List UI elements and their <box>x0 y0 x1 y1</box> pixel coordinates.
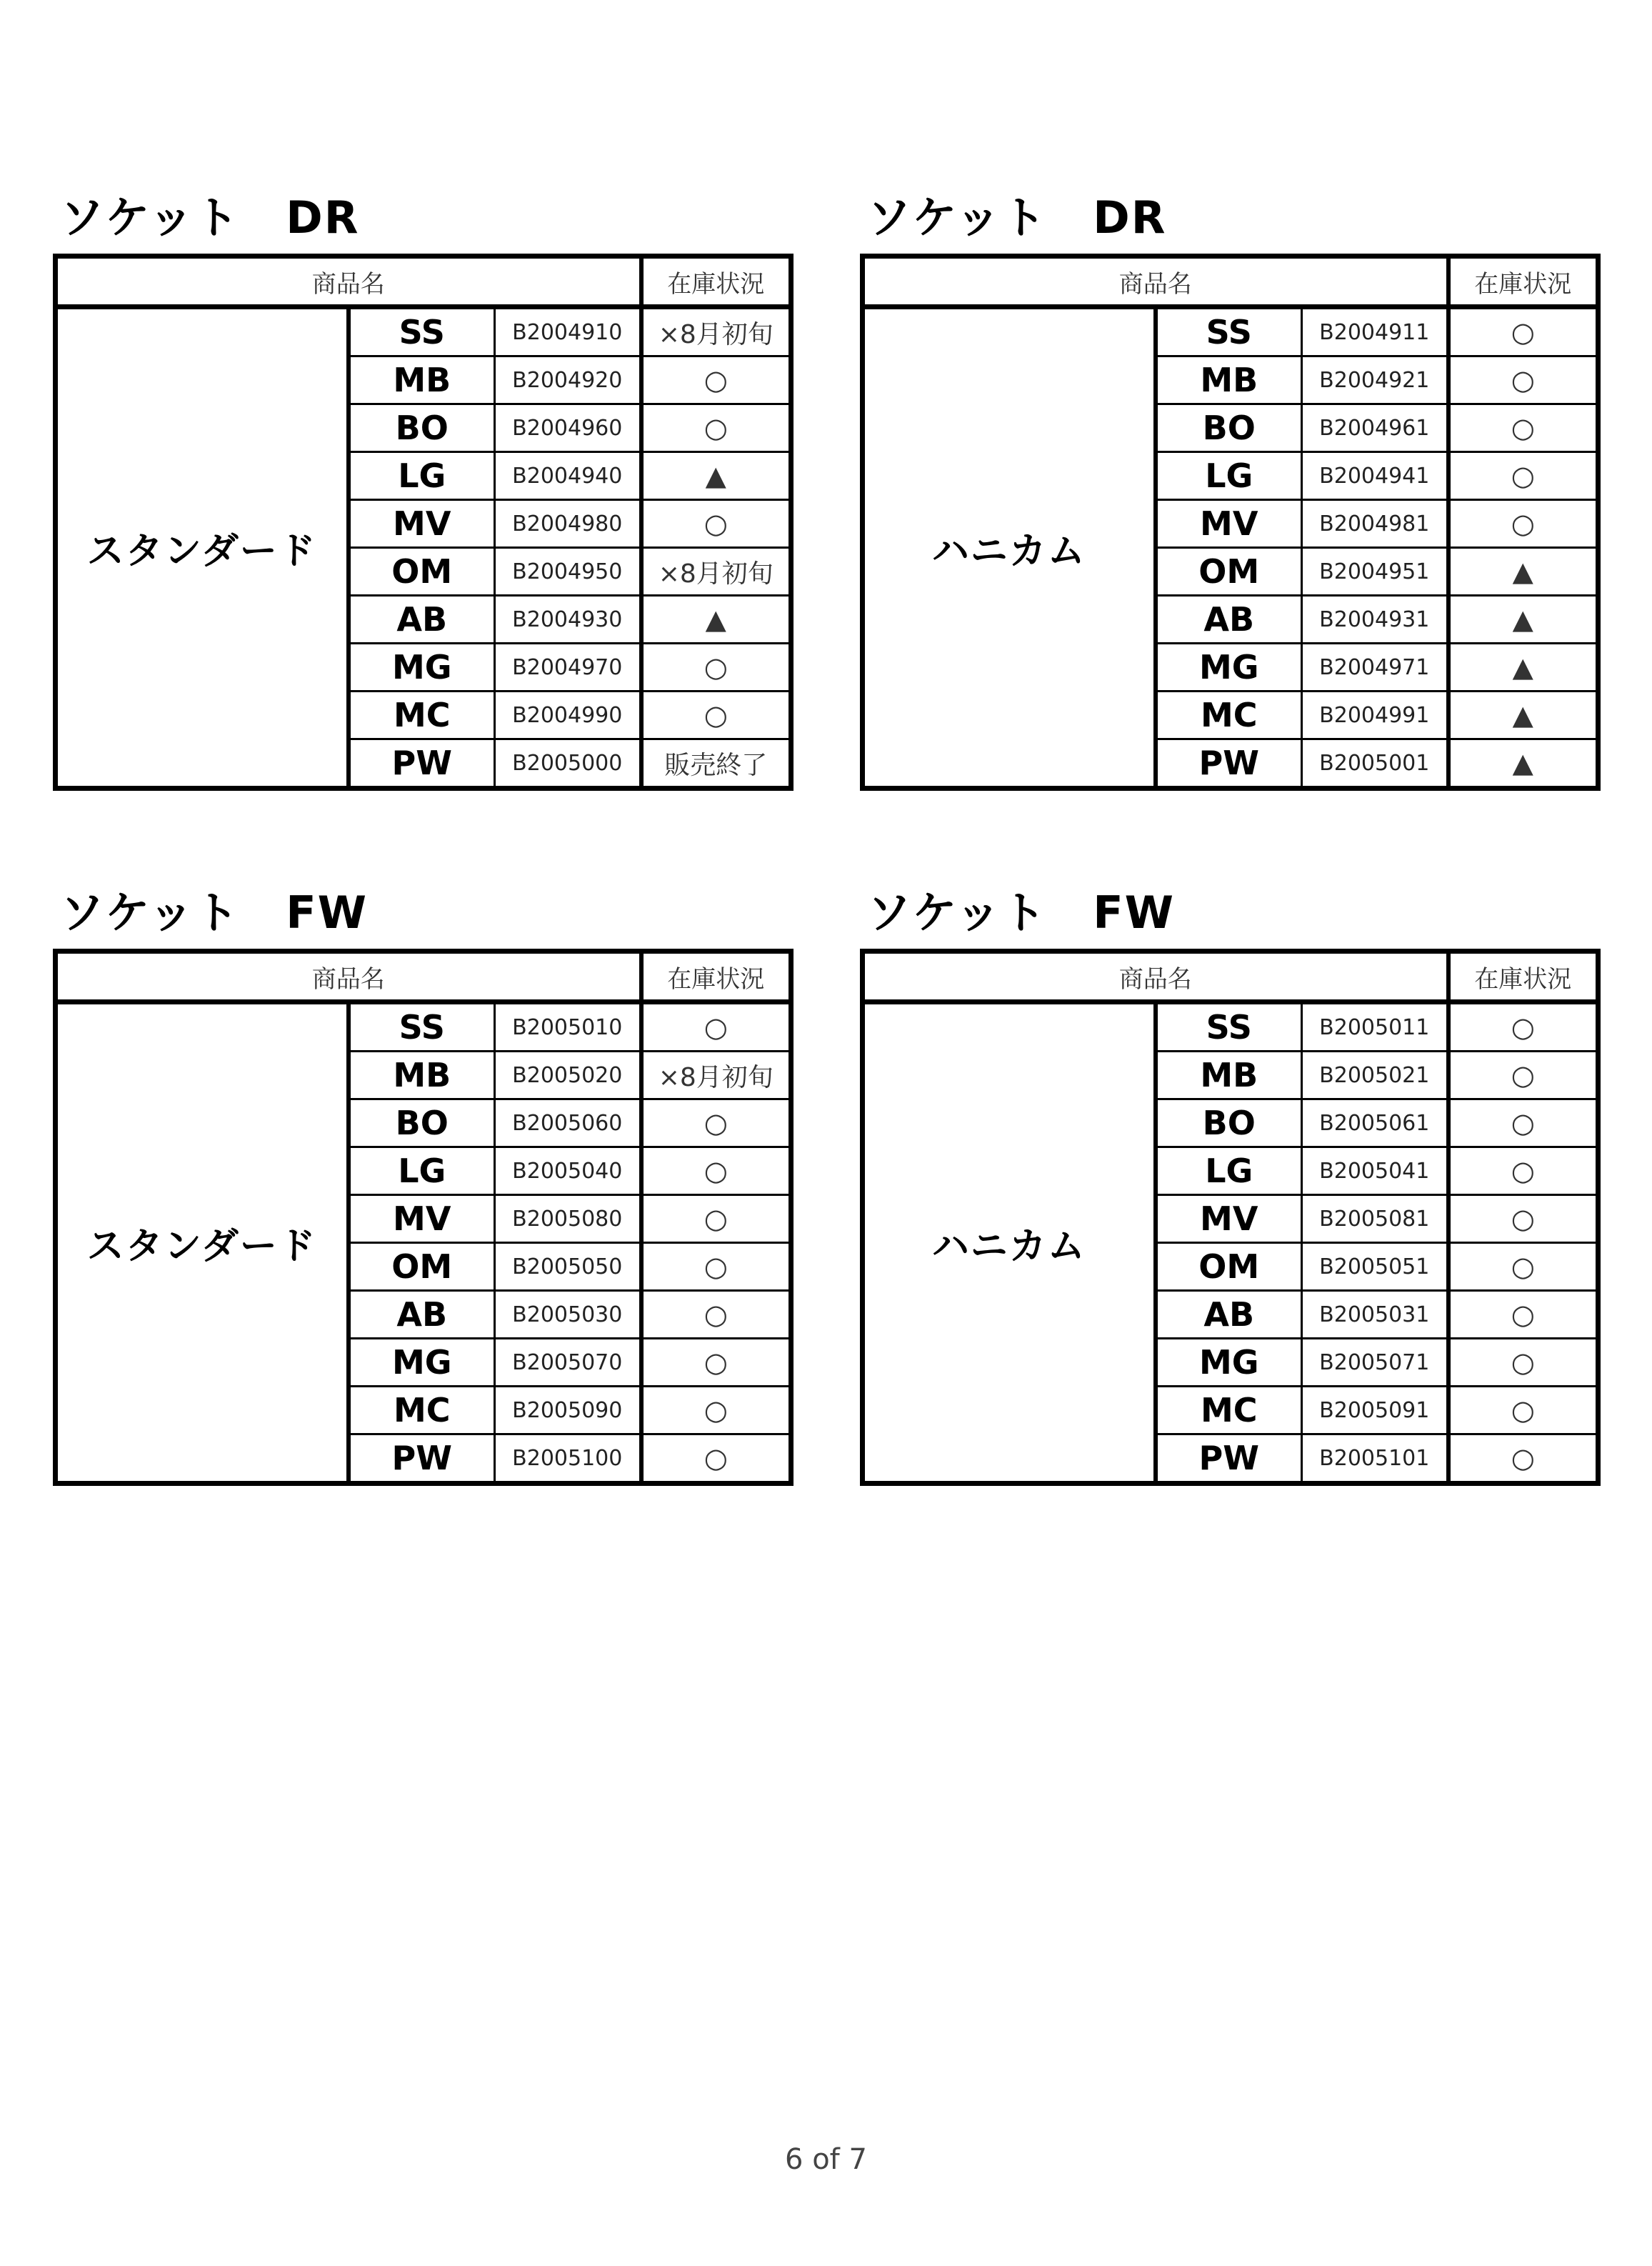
size-cell: SS <box>349 307 495 356</box>
product-type: ハニカム <box>863 1002 1156 1484</box>
stock-status: ○ <box>1448 1052 1598 1099</box>
stock-status: ▲ <box>641 452 791 500</box>
product-code: B2005001 <box>1302 739 1448 789</box>
product-code: B2004951 <box>1302 548 1448 596</box>
product-code: B2005011 <box>1302 1002 1448 1052</box>
size-cell: MB <box>1156 1052 1302 1099</box>
size-cell: MV <box>1156 500 1302 548</box>
page-number: 6 of 7 <box>785 2143 867 2176</box>
size-cell: AB <box>1156 596 1302 644</box>
section-title: ソケット DR <box>60 191 360 244</box>
product-code: B2005040 <box>495 1147 641 1195</box>
stock-status: ○ <box>641 1195 791 1243</box>
product-code: B2004921 <box>1302 356 1448 404</box>
product-code: B2005010 <box>495 1002 641 1052</box>
product-code: B2004990 <box>495 692 641 739</box>
stock-status: ○ <box>641 1339 791 1387</box>
product-type: スタンダード <box>56 307 349 789</box>
stock-status: ○ <box>1448 1243 1598 1291</box>
stock-status: ○ <box>1448 452 1598 500</box>
product-code: B2004940 <box>495 452 641 500</box>
stock-status: ○ <box>641 692 791 739</box>
stock-status: ×8月初旬 <box>641 548 791 596</box>
stock-status: ○ <box>641 1243 791 1291</box>
product-type: ハニカム <box>863 307 1156 789</box>
size-cell: MV <box>1156 1195 1302 1243</box>
product-code: B2004970 <box>495 644 641 692</box>
section-title: ソケット DR <box>867 191 1167 244</box>
table-row <box>56 1002 791 1052</box>
size-cell: LG <box>349 452 495 500</box>
size-cell: MV <box>349 1195 495 1243</box>
header-product-name: 商品名 <box>56 952 641 1002</box>
stock-status: ○ <box>1448 404 1598 452</box>
stock-status: ○ <box>641 1099 791 1147</box>
stock-status: ○ <box>641 404 791 452</box>
size-cell: PW <box>1156 739 1302 789</box>
product-code: B2005061 <box>1302 1099 1448 1147</box>
product-code: B2005021 <box>1302 1052 1448 1099</box>
size-cell: AB <box>349 596 495 644</box>
product-code: B2005071 <box>1302 1339 1448 1387</box>
stock-status: ×8月初旬 <box>641 1052 791 1099</box>
size-cell: LG <box>1156 452 1302 500</box>
stock-status: ○ <box>1448 307 1598 356</box>
size-cell: OM <box>1156 1243 1302 1291</box>
table-header-row <box>863 256 1598 307</box>
size-cell: SS <box>1156 307 1302 356</box>
size-cell: MV <box>349 500 495 548</box>
product-code: B2004971 <box>1302 644 1448 692</box>
size-cell: MG <box>1156 644 1302 692</box>
size-cell: MG <box>1156 1339 1302 1387</box>
stock-status: ○ <box>1448 1339 1598 1387</box>
size-cell: MC <box>349 1387 495 1434</box>
product-code: B2004941 <box>1302 452 1448 500</box>
table-header-row <box>863 952 1598 1002</box>
size-cell: MC <box>1156 1387 1302 1434</box>
product-code: B2005020 <box>495 1052 641 1099</box>
stock-status: ○ <box>1448 1195 1598 1243</box>
stock-status: ○ <box>1448 500 1598 548</box>
stock-status: ○ <box>641 1291 791 1339</box>
table-row <box>863 307 1598 356</box>
product-type: スタンダード <box>56 1002 349 1484</box>
size-cell: LG <box>349 1147 495 1195</box>
product-code: B2005091 <box>1302 1387 1448 1434</box>
stock-status: ○ <box>641 1002 791 1052</box>
size-cell: MC <box>1156 692 1302 739</box>
size-cell: OM <box>349 548 495 596</box>
stock-status: ▲ <box>1448 548 1598 596</box>
stock-status: ○ <box>641 1147 791 1195</box>
header-stock-status: 在庫状況 <box>1448 256 1598 307</box>
stock-status: ○ <box>641 1434 791 1484</box>
size-cell: BO <box>1156 404 1302 452</box>
header-product-name: 商品名 <box>863 952 1448 1002</box>
size-cell: PW <box>349 1434 495 1484</box>
product-code: B2004911 <box>1302 307 1448 356</box>
product-code: B2004931 <box>1302 596 1448 644</box>
stock-status: ○ <box>1448 1387 1598 1434</box>
product-code: B2004930 <box>495 596 641 644</box>
header-stock-status: 在庫状況 <box>1448 952 1598 1002</box>
stock-status: ▲ <box>1448 739 1598 789</box>
size-cell: PW <box>349 739 495 789</box>
product-code: B2005031 <box>1302 1291 1448 1339</box>
stock-status: ▲ <box>1448 596 1598 644</box>
product-code: B2005050 <box>495 1243 641 1291</box>
stock-status: ○ <box>641 644 791 692</box>
stock-status: ○ <box>641 356 791 404</box>
stock-status: ○ <box>1448 1099 1598 1147</box>
product-code: B2005101 <box>1302 1434 1448 1484</box>
product-code: B2005080 <box>495 1195 641 1243</box>
table-header-row <box>56 256 791 307</box>
product-code: B2005060 <box>495 1099 641 1147</box>
size-cell: SS <box>1156 1002 1302 1052</box>
product-code: B2004960 <box>495 404 641 452</box>
stock-status: ○ <box>641 500 791 548</box>
product-code: B2004991 <box>1302 692 1448 739</box>
stock-status: ○ <box>1448 1291 1598 1339</box>
size-cell: LG <box>1156 1147 1302 1195</box>
size-cell: MG <box>349 644 495 692</box>
table-header-row <box>56 952 791 1002</box>
stock-status: ▲ <box>1448 644 1598 692</box>
section-title: ソケット FW <box>867 887 1176 939</box>
stock-table <box>53 254 794 791</box>
size-cell: OM <box>349 1243 495 1291</box>
product-code: B2005090 <box>495 1387 641 1434</box>
product-code: B2004980 <box>495 500 641 548</box>
product-code: B2004961 <box>1302 404 1448 452</box>
product-code: B2004920 <box>495 356 641 404</box>
stock-status: ▲ <box>641 596 791 644</box>
header-product-name: 商品名 <box>863 256 1448 307</box>
size-cell: MG <box>349 1339 495 1387</box>
stock-status: ○ <box>1448 1434 1598 1484</box>
stock-status: ▲ <box>1448 692 1598 739</box>
product-code: B2004910 <box>495 307 641 356</box>
size-cell: BO <box>349 404 495 452</box>
table-row <box>863 1002 1598 1052</box>
size-cell: AB <box>1156 1291 1302 1339</box>
size-cell: BO <box>1156 1099 1302 1147</box>
size-cell: PW <box>1156 1434 1302 1484</box>
product-code: B2004950 <box>495 548 641 596</box>
section-title: ソケット FW <box>60 887 369 939</box>
header-product-name: 商品名 <box>56 256 641 307</box>
product-code: B2005000 <box>495 739 641 789</box>
stock-status: ○ <box>1448 356 1598 404</box>
size-cell: AB <box>349 1291 495 1339</box>
stock-status: ○ <box>1448 1147 1598 1195</box>
product-code: B2005030 <box>495 1291 641 1339</box>
product-code: B2005100 <box>495 1434 641 1484</box>
stock-status: 販売終了 <box>641 739 791 789</box>
size-cell: MB <box>349 356 495 404</box>
stock-status: ○ <box>1448 1002 1598 1052</box>
stock-status: ×8月初旬 <box>641 307 791 356</box>
size-cell: MC <box>349 692 495 739</box>
size-cell: MB <box>349 1052 495 1099</box>
header-stock-status: 在庫状況 <box>641 952 791 1002</box>
size-cell: SS <box>349 1002 495 1052</box>
table-row <box>56 307 791 356</box>
product-code: B2005041 <box>1302 1147 1448 1195</box>
stock-table <box>860 254 1601 791</box>
size-cell: MB <box>1156 356 1302 404</box>
stock-status: ○ <box>641 1387 791 1434</box>
size-cell: OM <box>1156 548 1302 596</box>
header-stock-status: 在庫状況 <box>641 256 791 307</box>
product-code: B2005051 <box>1302 1243 1448 1291</box>
product-code: B2005081 <box>1302 1195 1448 1243</box>
stock-table <box>860 949 1601 1486</box>
product-code: B2005070 <box>495 1339 641 1387</box>
product-code: B2004981 <box>1302 500 1448 548</box>
stock-table <box>53 949 794 1486</box>
size-cell: BO <box>349 1099 495 1147</box>
